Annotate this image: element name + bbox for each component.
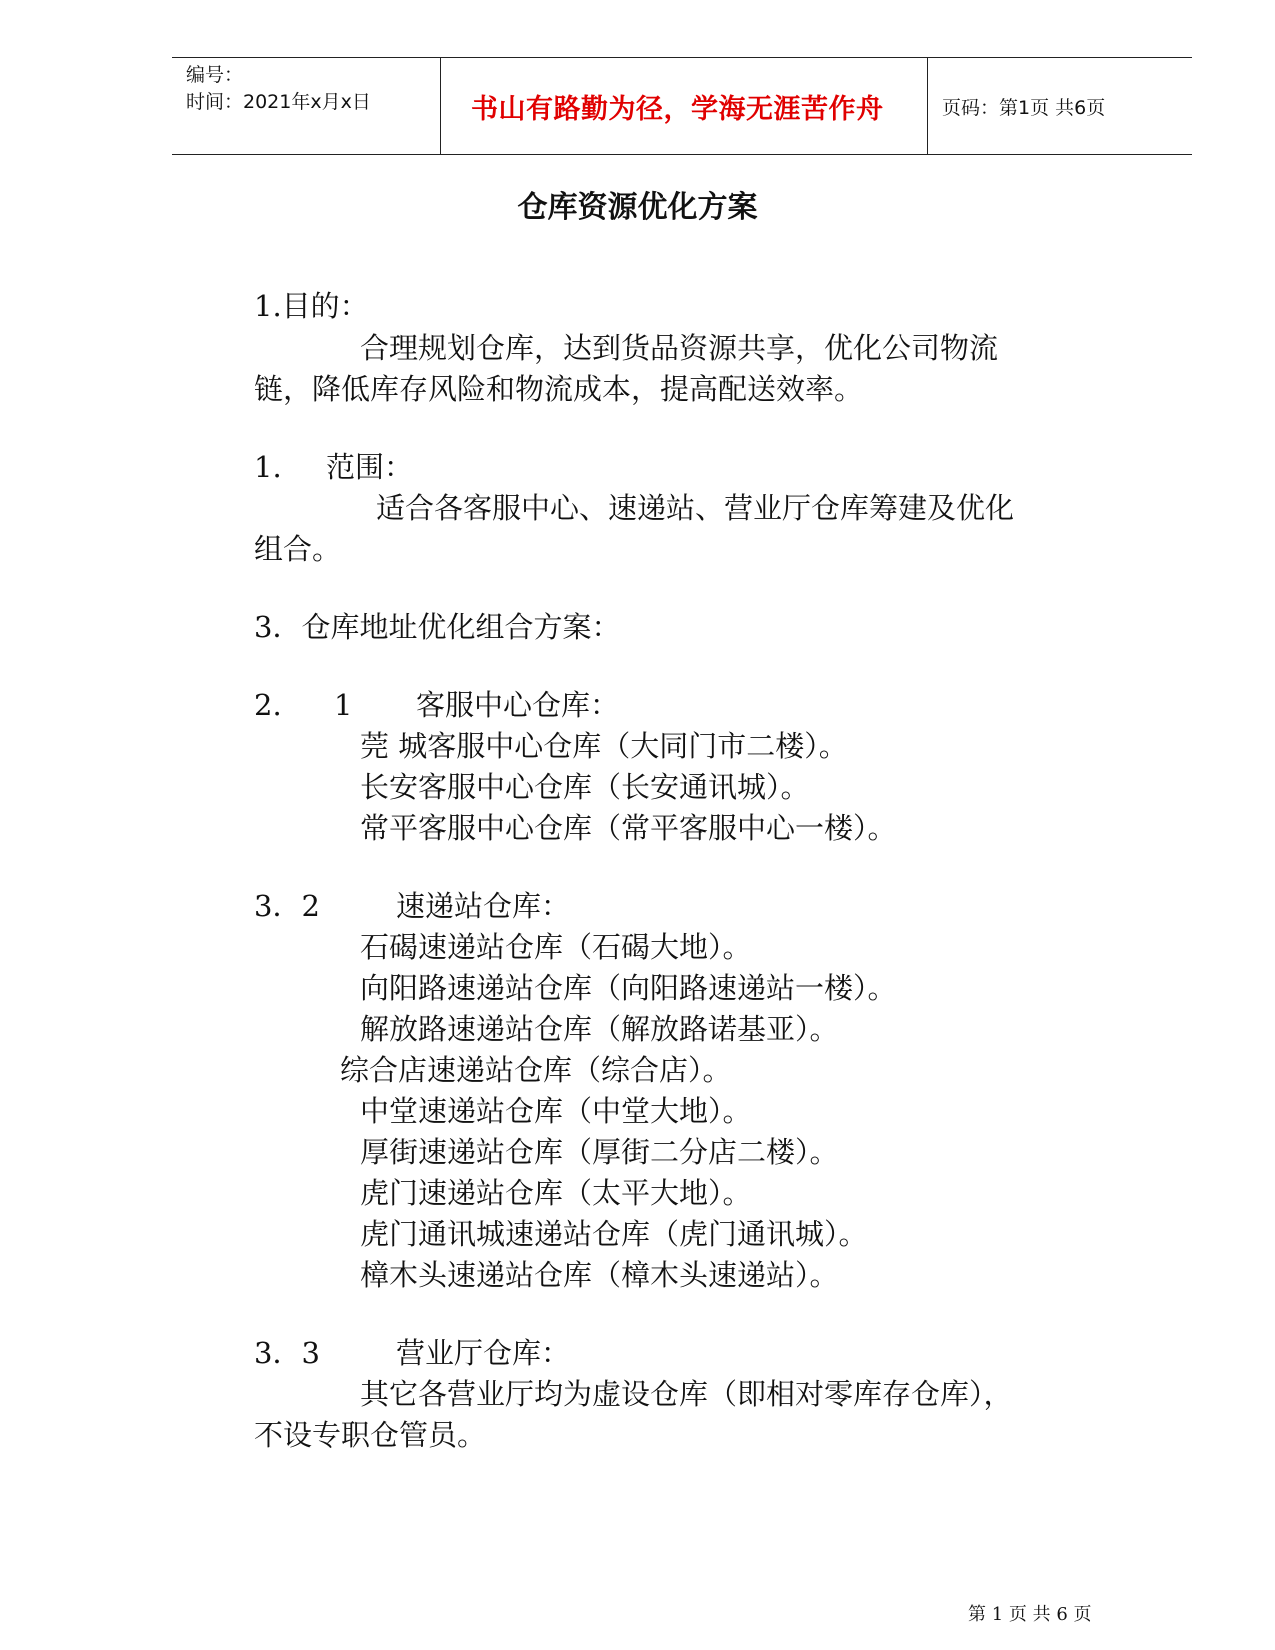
express-item: 解放路速递站仓库（解放路诺基亚）。 [360,1012,839,1046]
express-heading: 速递站仓库： [396,889,571,923]
service-center-number-a: 2. [254,688,282,722]
hall-line-1: 其它各营业厅均为虚设仓库（即相对零库存仓库）， [360,1377,1013,1411]
service-center-heading: 客服中心仓库： [416,688,620,722]
page-header [172,57,1192,155]
express-number: 3．2 [254,889,320,923]
page-footer: 第 1 页 共 6 页 [968,1604,1092,1625]
header-motto-cell [441,58,928,154]
number-label: 编号： [186,64,244,86]
hall-heading: 营业厅仓库： [396,1336,571,1370]
express-item: 樟木头速递站仓库（樟木头速递站）。 [360,1258,839,1292]
scope-heading: 范围： [326,450,414,484]
express-item: 向阳路速递站仓库（向阳路速递站一楼）。 [360,971,897,1005]
motto-text: 书山有路勤为径，学海无涯苦作舟 [471,94,884,125]
express-item: 石碣速递站仓库（石碣大地）。 [360,930,752,964]
page-code: 页码：第1页 共6页 [942,97,1106,119]
service-center-item: 莞 城客服中心仓库（大同门市二楼）。 [360,729,848,763]
scope-line-2: 组合。 [254,532,342,566]
express-item: 虎门通讯城速递站仓库（虎门通讯城）。 [360,1217,868,1251]
express-item: 综合店速递站仓库（综合店）。 [340,1053,732,1087]
plan-heading: 3．仓库地址优化组合方案： [254,610,621,644]
time-text: 时间：2021年x月x日 [186,91,371,113]
hall-number: 3．3 [254,1336,320,1370]
hall-line-2: 不设专职仓管员。 [254,1418,487,1452]
purpose-heading: 1.目的： [254,289,369,323]
service-center-item: 长安客服中心仓库（长安通讯城）。 [360,770,810,804]
express-item: 中堂速递站仓库（中堂大地）。 [360,1094,752,1128]
express-item: 虎门速递站仓库（太平大地）。 [360,1176,752,1210]
scope-line-1: 适合各客服中心、速递站、营业厅仓库筹建及优化 [376,491,1015,525]
purpose-line-2: 链，降低库存风险和物流成本，提高配送效率。 [254,372,864,406]
express-item: 厚街速递站仓库（厚街二分店二楼）。 [360,1135,839,1169]
header-page-cell [928,58,1192,154]
scope-number: 1. [254,450,282,484]
purpose-line-1: 合理规划仓库，达到货品资源共享，优化公司物流 [360,331,999,365]
document-title: 仓库资源优化方案 [517,190,758,225]
service-center-item: 常平客服中心仓库（常平客服中心一楼）。 [360,811,897,845]
service-center-number-b: 1 [334,688,353,722]
header-info-cell [186,58,441,154]
